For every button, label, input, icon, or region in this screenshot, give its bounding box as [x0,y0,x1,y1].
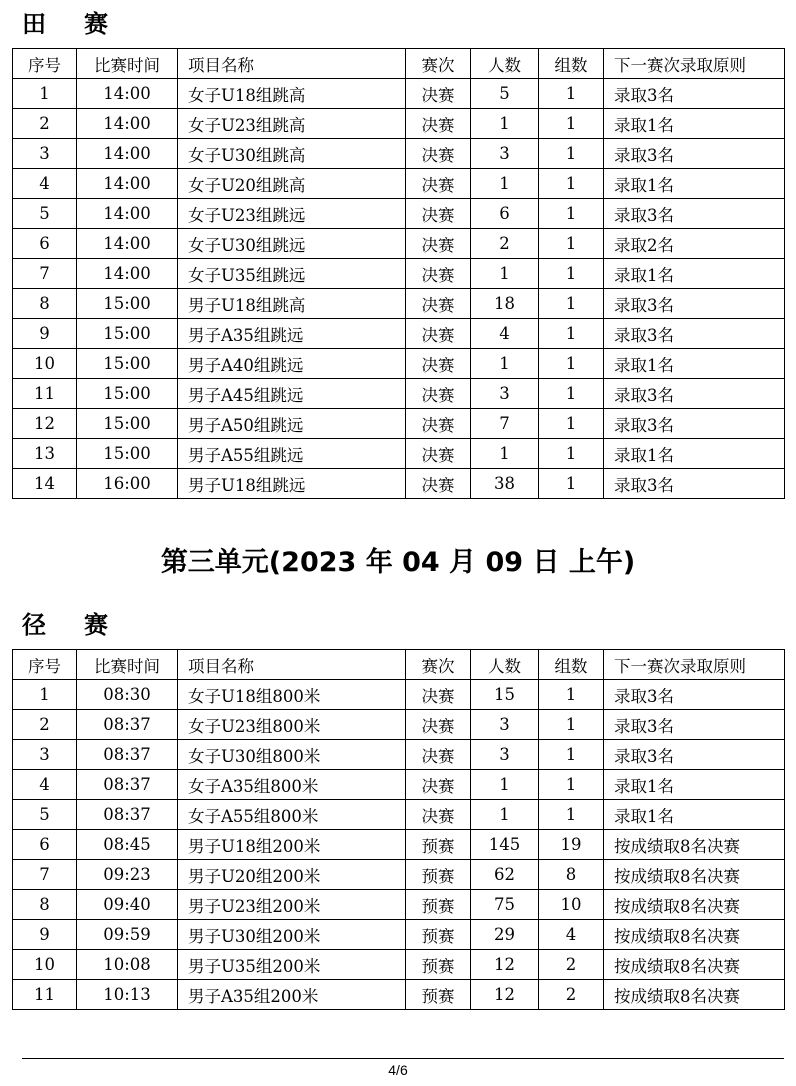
table-row [13,259,785,289]
cell-rule: 按成绩取8名决赛 [604,980,785,1010]
column-header-round: 赛次 [406,650,471,680]
cell-event: 女子U30组800米 [178,740,406,770]
cell-groups: 1 [539,259,604,289]
cell-event: 男子A35组200米 [178,980,406,1010]
column-header-round: 赛次 [406,49,471,79]
cell-groups: 2 [539,950,604,980]
cell-rule: 录取1名 [604,259,785,289]
table-row [13,469,785,499]
cell-seq: 3 [13,740,77,770]
cell-event: 女子U18组跳高 [178,79,406,109]
column-header-seq: 序号 [13,650,77,680]
cell-round: 预赛 [406,830,471,860]
cell-groups: 1 [539,139,604,169]
table-row [13,890,785,920]
cell-time: 14:00 [77,139,178,169]
cell-round: 决赛 [406,79,471,109]
cell-event: 女子U30组跳高 [178,139,406,169]
cell-time: 09:23 [77,860,178,890]
cell-round: 决赛 [406,229,471,259]
cell-rule: 录取3名 [604,409,785,439]
cell-time: 08:37 [77,740,178,770]
cell-count: 1 [471,259,539,289]
cell-event: 女子U35组跳远 [178,259,406,289]
cell-seq: 2 [13,109,77,139]
cell-count: 1 [471,800,539,830]
column-header-event: 项目名称 [178,49,406,79]
cell-seq: 4 [13,770,77,800]
cell-event: 女子U23组跳高 [178,109,406,139]
cell-round: 决赛 [406,379,471,409]
column-header-event: 项目名称 [178,650,406,680]
cell-count: 7 [471,409,539,439]
cell-seq: 7 [13,259,77,289]
cell-round: 决赛 [406,680,471,710]
cell-seq: 5 [13,199,77,229]
table-row [13,289,785,319]
table-row [13,800,785,830]
cell-time: 15:00 [77,349,178,379]
cell-rule: 按成绩取8名决赛 [604,950,785,980]
cell-count: 3 [471,710,539,740]
cell-groups: 19 [539,830,604,860]
column-header-count: 人数 [471,49,539,79]
cell-round: 决赛 [406,409,471,439]
cell-round: 预赛 [406,890,471,920]
cell-round: 决赛 [406,319,471,349]
table-header-row [13,49,785,79]
table-row [13,740,785,770]
cell-count: 12 [471,950,539,980]
cell-time: 15:00 [77,379,178,409]
track-section-title [22,605,108,640]
table-row [13,169,785,199]
cell-event: 男子U18组跳远 [178,469,406,499]
cell-count: 38 [471,469,539,499]
cell-groups: 1 [539,800,604,830]
cell-count: 5 [471,79,539,109]
cell-groups: 1 [539,740,604,770]
column-header-time: 比赛时间 [77,650,178,680]
track-title-char1: 径 [22,611,46,639]
cell-seq: 1 [13,680,77,710]
cell-event: 男子U30组200米 [178,920,406,950]
field-title-char2: 赛 [84,10,108,38]
cell-round: 决赛 [406,800,471,830]
cell-round: 预赛 [406,980,471,1010]
table-row [13,680,785,710]
table-row [13,980,785,1010]
cell-groups: 1 [539,229,604,259]
cell-time: 08:37 [77,800,178,830]
cell-rule: 按成绩取8名决赛 [604,890,785,920]
cell-seq: 9 [13,920,77,950]
cell-time: 15:00 [77,409,178,439]
cell-rule: 录取1名 [604,349,785,379]
cell-count: 1 [471,169,539,199]
table-row [13,710,785,740]
page-number: 4/6 [388,1062,408,1078]
cell-event: 男子U20组200米 [178,860,406,890]
table-row [13,830,785,860]
cell-seq: 9 [13,319,77,349]
track-title-char2: 赛 [84,611,108,639]
cell-time: 15:00 [77,289,178,319]
cell-event: 男子U18组跳高 [178,289,406,319]
cell-count: 75 [471,890,539,920]
cell-event: 男子U35组200米 [178,950,406,980]
cell-event: 女子U18组800米 [178,680,406,710]
cell-rule: 录取3名 [604,740,785,770]
cell-groups: 8 [539,860,604,890]
cell-groups: 1 [539,710,604,740]
field-title-char1: 田 [22,10,46,38]
cell-seq: 10 [13,950,77,980]
cell-seq: 12 [13,409,77,439]
table-row [13,770,785,800]
cell-count: 2 [471,229,539,259]
cell-rule: 录取1名 [604,439,785,469]
cell-rule: 录取3名 [604,469,785,499]
cell-groups: 1 [539,469,604,499]
cell-round: 决赛 [406,139,471,169]
cell-rule: 录取2名 [604,229,785,259]
cell-event: 女子U30组跳远 [178,229,406,259]
cell-groups: 1 [539,319,604,349]
cell-groups: 1 [539,680,604,710]
column-header-count: 人数 [471,650,539,680]
footer-divider [22,1058,784,1059]
cell-seq: 8 [13,289,77,319]
cell-event: 女子A35组800米 [178,770,406,800]
cell-round: 决赛 [406,109,471,139]
cell-seq: 8 [13,890,77,920]
cell-time: 14:00 [77,229,178,259]
table-row [13,950,785,980]
cell-event: 男子U23组200米 [178,890,406,920]
column-header-groups: 组数 [539,650,604,680]
table-row [13,920,785,950]
cell-round: 决赛 [406,710,471,740]
cell-groups: 1 [539,199,604,229]
cell-round: 预赛 [406,920,471,950]
cell-time: 14:00 [77,199,178,229]
cell-rule: 录取3名 [604,79,785,109]
cell-seq: 10 [13,349,77,379]
cell-round: 决赛 [406,349,471,379]
cell-event: 男子A55组跳远 [178,439,406,469]
cell-count: 62 [471,860,539,890]
cell-count: 18 [471,289,539,319]
table-row [13,349,785,379]
cell-event: 女子U23组跳远 [178,199,406,229]
cell-time: 08:37 [77,710,178,740]
cell-groups: 1 [539,770,604,800]
column-header-seq: 序号 [13,49,77,79]
cell-count: 1 [471,349,539,379]
column-header-rule: 下一赛次录取原则 [604,49,785,79]
unit-title: 第三单元(2023 年 04 月 09 日 上午) [160,547,636,578]
table-row [13,229,785,259]
cell-count: 29 [471,920,539,950]
cell-time: 10:13 [77,980,178,1010]
cell-time: 08:37 [77,770,178,800]
cell-rule: 录取1名 [604,770,785,800]
cell-rule: 录取3名 [604,319,785,349]
cell-round: 决赛 [406,289,471,319]
cell-time: 08:45 [77,830,178,860]
cell-count: 1 [471,770,539,800]
cell-event: 女子A55组800米 [178,800,406,830]
table-row [13,79,785,109]
column-header-time: 比赛时间 [77,49,178,79]
cell-time: 09:40 [77,890,178,920]
cell-groups: 1 [539,379,604,409]
cell-round: 决赛 [406,439,471,469]
cell-seq: 7 [13,860,77,890]
cell-groups: 1 [539,79,604,109]
cell-groups: 1 [539,109,604,139]
cell-round: 决赛 [406,259,471,289]
cell-seq: 6 [13,830,77,860]
cell-seq: 13 [13,439,77,469]
cell-rule: 录取3名 [604,680,785,710]
cell-round: 决赛 [406,770,471,800]
cell-event: 女子U20组跳高 [178,169,406,199]
cell-groups: 1 [539,169,604,199]
cell-rule: 录取3名 [604,379,785,409]
field-schedule-table [12,48,785,499]
cell-round: 预赛 [406,860,471,890]
cell-seq: 14 [13,469,77,499]
cell-rule: 按成绩取8名决赛 [604,860,785,890]
cell-rule: 录取1名 [604,800,785,830]
cell-round: 决赛 [406,199,471,229]
cell-seq: 6 [13,229,77,259]
cell-count: 1 [471,439,539,469]
cell-time: 16:00 [77,469,178,499]
table-row [13,379,785,409]
cell-event: 男子A40组跳远 [178,349,406,379]
cell-groups: 10 [539,890,604,920]
cell-time: 08:30 [77,680,178,710]
cell-rule: 录取1名 [604,169,785,199]
field-section-title [22,4,108,39]
cell-round: 决赛 [406,469,471,499]
cell-rule: 录取1名 [604,109,785,139]
cell-rule: 录取3名 [604,199,785,229]
cell-count: 6 [471,199,539,229]
cell-event: 男子A35组跳远 [178,319,406,349]
cell-seq: 11 [13,379,77,409]
cell-count: 145 [471,830,539,860]
cell-groups: 1 [539,289,604,319]
cell-groups: 2 [539,980,604,1010]
column-header-groups: 组数 [539,49,604,79]
cell-round: 决赛 [406,169,471,199]
cell-time: 14:00 [77,169,178,199]
track-schedule-table [12,649,785,1010]
cell-rule: 录取3名 [604,139,785,169]
cell-seq: 5 [13,800,77,830]
table-row [13,439,785,469]
cell-time: 14:00 [77,259,178,289]
cell-groups: 4 [539,920,604,950]
cell-count: 3 [471,379,539,409]
table-row [13,199,785,229]
column-header-rule: 下一赛次录取原则 [604,650,785,680]
cell-rule: 按成绩取8名决赛 [604,920,785,950]
cell-seq: 4 [13,169,77,199]
cell-time: 10:08 [77,950,178,980]
cell-time: 14:00 [77,109,178,139]
table-row [13,409,785,439]
cell-event: 男子A45组跳远 [178,379,406,409]
cell-rule: 按成绩取8名决赛 [604,830,785,860]
cell-count: 1 [471,109,539,139]
cell-groups: 1 [539,439,604,469]
table-row [13,139,785,169]
cell-groups: 1 [539,349,604,379]
cell-time: 15:00 [77,319,178,349]
cell-rule: 录取3名 [604,289,785,319]
cell-time: 09:59 [77,920,178,950]
cell-round: 决赛 [406,740,471,770]
cell-time: 14:00 [77,79,178,109]
cell-seq: 3 [13,139,77,169]
cell-count: 15 [471,680,539,710]
cell-time: 15:00 [77,439,178,469]
table-row [13,319,785,349]
cell-rule: 录取3名 [604,710,785,740]
cell-round: 预赛 [406,950,471,980]
table-row [13,860,785,890]
cell-count: 3 [471,139,539,169]
cell-count: 4 [471,319,539,349]
cell-groups: 1 [539,409,604,439]
cell-event: 男子U18组200米 [178,830,406,860]
cell-count: 3 [471,740,539,770]
table-row [13,109,785,139]
cell-count: 12 [471,980,539,1010]
cell-event: 男子A50组跳远 [178,409,406,439]
cell-seq: 2 [13,710,77,740]
cell-seq: 11 [13,980,77,1010]
table-header-row [13,650,785,680]
cell-event: 女子U23组800米 [178,710,406,740]
cell-seq: 1 [13,79,77,109]
